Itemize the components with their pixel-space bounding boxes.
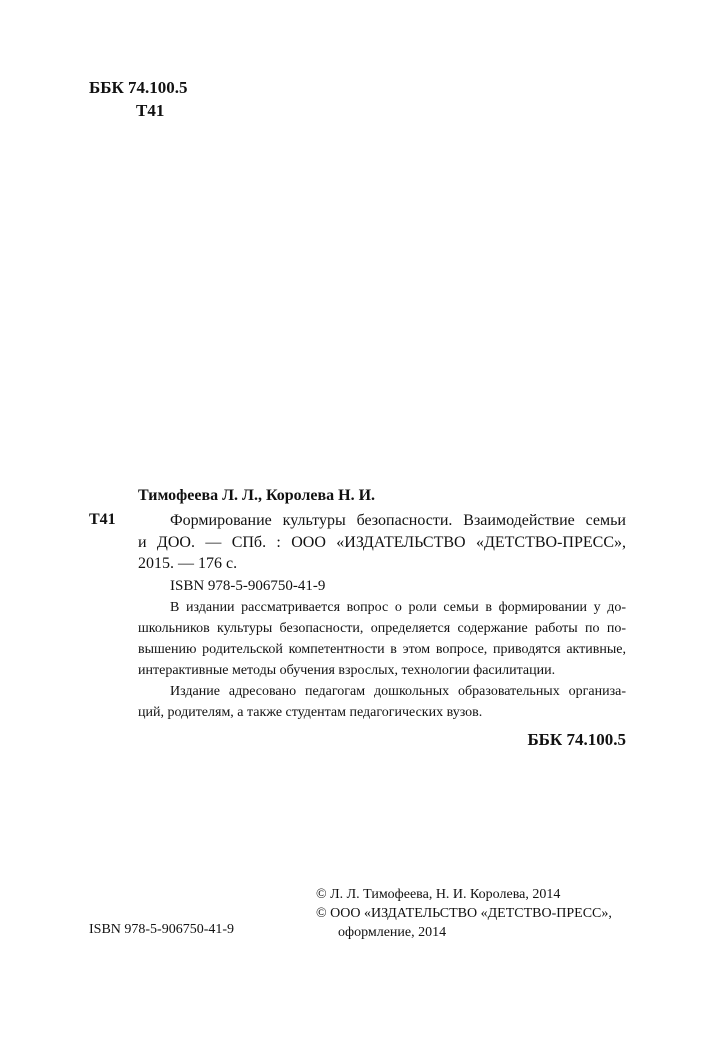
copyright-line: © Л. Л. Тимофеева, Н. И. Королева, 2014 [316,887,561,902]
footer-isbn: ISBN 978-5-906750-41-9 [89,922,235,937]
annotation-line: ций, родителям, а также студентам педагогических вузов. [138,704,483,720]
copyright-block [316,885,612,942]
annotation-line: вышению родительской компетентности в этом вопросе, приводятся активные, [138,641,626,657]
card-bbk-index: ББК 74.100.5 [527,729,626,749]
annotation-line: В издании рассматривается вопрос о роли семьи в формировании у до- [170,599,626,615]
copyright-line: оформление, 2014 [338,925,447,940]
catalog-card-body [138,510,626,750]
annotation-line: школьников культуры безопасности, определяется содержание работы по по- [138,620,626,636]
card-title-line: Формирование культуры безопасности. Взаимодействие семьи [170,512,626,529]
card-author-code: Т41 [89,511,116,528]
card-authors: Тимофеева Л. Л., Королева Н. И. [138,487,376,504]
author-code-top: Т41 [136,101,165,120]
annotation-line: интерактивные методы обучения взрослых, технологии фасилитации. [138,662,556,678]
card-title-line: и ДОО. — СПб. : ООО «ИЗДАТЕЛЬСТВО «ДЕТСТВО-ПРЕСС», [138,533,626,551]
annotation-line: Издание адресовано педагогам дошкольных образовательных организа- [170,683,626,699]
card-annotation [138,597,626,723]
card-title-line: 2015. — 176 с. [138,555,238,572]
card-isbn: ISBN 978-5-906750-41-9 [170,577,326,594]
copyright-line: © ООО «ИЗДАТЕЛЬСТВО «ДЕТСТВО-ПРЕСС», [316,906,612,921]
bbk-index-top: ББК 74.100.5 [89,78,188,97]
